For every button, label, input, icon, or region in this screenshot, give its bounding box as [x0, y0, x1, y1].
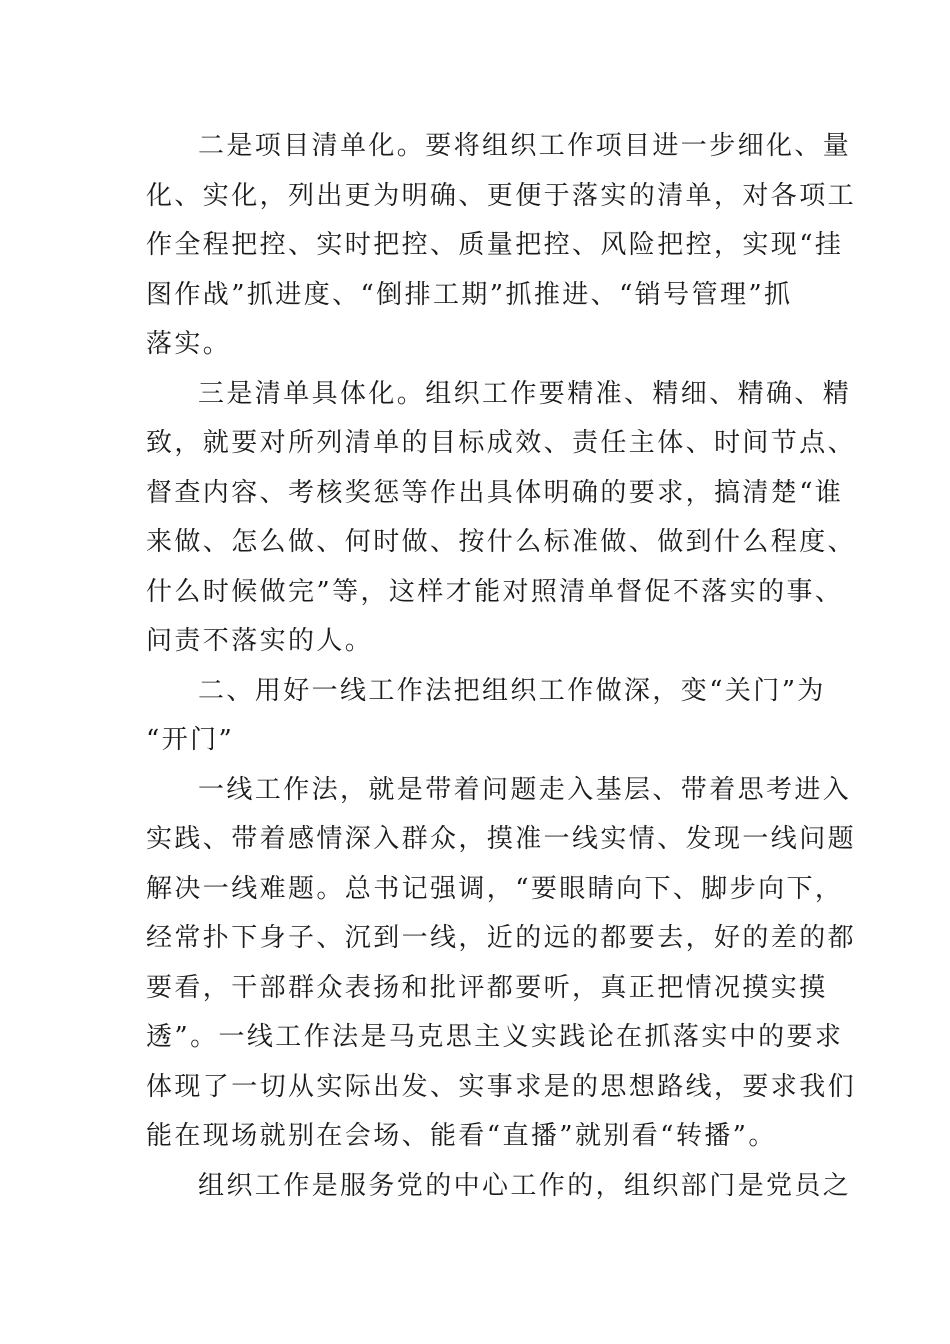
text-line: 透”。一线工作法是马克思主义实践论在抓落实中的要求: [146, 1022, 844, 1052]
text-line: 来做、怎么做、何时做、按什么标准做、做到什么程度、: [146, 527, 857, 557]
text-line: 什么时候做完”等，这样才能对照清单督促不落实的事、: [146, 576, 844, 607]
text-line: 三是清单具体化。组织工作要精准、精细、精确、精: [198, 378, 852, 409]
section-heading: [146, 667, 826, 766]
text-line: 致，就要对所列清单的目标成效、责任主体、时间节点、: [146, 428, 857, 458]
text-line: 问责不落实的人。: [146, 626, 374, 656]
text-line: 体现了一切从实际出发、实事求是的思想路线，要求我们: [146, 1071, 857, 1102]
text-line: 实践、带着感情深入群众，摸准一线实情、发现一线问题: [146, 824, 857, 854]
heading-line: “开门”: [146, 725, 235, 755]
text-line: 作全程把控、实时把控、质量把控、风险把控，实现“挂: [146, 230, 844, 260]
text-line: 能在现场就别在会场、能看“直播”就别看“转播”。: [146, 1121, 777, 1151]
text-line: 解决一线难题。总书记强调，“要眼睛向下、脚步向下，: [146, 873, 844, 904]
text-line: 组织工作是服务党的中心工作的，组织部门是党员之: [198, 1170, 852, 1201]
text-line: 图作战”抓进度、“倒排工期”抓推进、“销号管理”抓: [146, 279, 793, 310]
text-line: 二是项目清单化。要将组织工作项目进一步细化、量: [198, 131, 852, 161]
text-line: 落实。: [146, 329, 232, 359]
text-line: 化、实化，列出更为明确、更便于落实的清单，对各项工: [146, 180, 857, 211]
heading-line: 二、用好一线工作法把组织工作做深，变“关门”为: [198, 675, 826, 706]
text-line: 一线工作法，就是带着问题走入基层、带着思考进入: [198, 774, 852, 805]
paragraph-list-specifics: [146, 370, 857, 667]
document-body: [146, 122, 857, 1211]
paragraph-project-list: [146, 122, 857, 370]
text-line: 经常扑下身子、沉到一线，近的远的都要去，好的差的都: [146, 923, 857, 953]
text-line: 要看，干部群众表扬和批评都要听，真正把情况摸实摸: [146, 972, 828, 1003]
text-line: 督查内容、考核奖惩等作出具体明确的要求，搞清楚“谁: [146, 477, 844, 508]
paragraph-frontline-method: [146, 766, 857, 1162]
paragraph-organization-work: [146, 1162, 852, 1212]
